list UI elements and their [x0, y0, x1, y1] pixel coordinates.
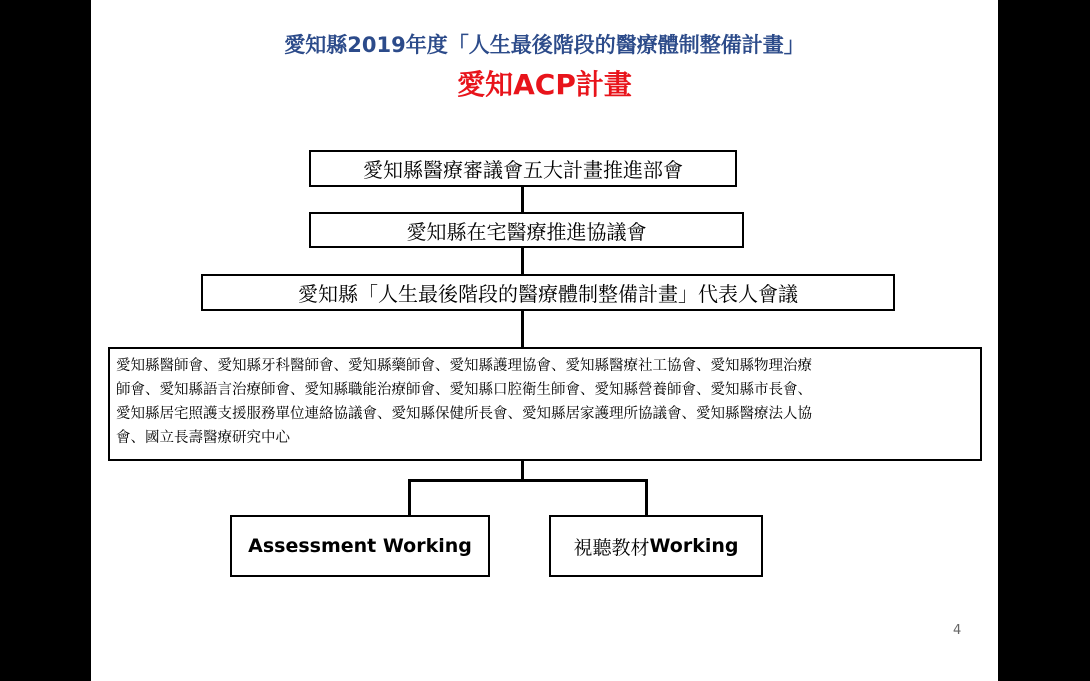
- member-list-line: 愛知縣醫師會、愛知縣牙科醫師會、愛知縣藥師會、愛知縣護理協會、愛知縣醫療社工協會、愛知縣物理治療: [116, 358, 812, 374]
- org-box-assessment-working-label: Assessment Working: [248, 535, 472, 557]
- org-box-member-organizations: [108, 347, 982, 461]
- member-list-line: 愛知縣居宅照護支援服務單位連絡協議會、愛知縣保健所長會、愛知縣居家護理所協議會、愛知縣醫療法人協: [116, 406, 812, 422]
- connector-branch-horizontal: [408, 479, 648, 482]
- page-number: 4: [953, 623, 962, 638]
- org-box-representatives-meeting-label: 愛知縣「人生最後階段的醫療體制整備計畫」代表人會議: [298, 282, 798, 306]
- org-box-representatives-meeting: [201, 274, 895, 311]
- slide-title: 愛知縣2019年度「人生最後階段的醫療體制整備計畫」: [284, 33, 805, 57]
- slide: [91, 0, 998, 681]
- member-list-line: 師會、愛知縣語言治療師會、愛知縣職能治療師會、愛知縣口腔衛生師會、愛知縣營養師會、愛知縣市長會、: [116, 382, 812, 398]
- connector-1-2: [521, 187, 524, 212]
- connector-4-stem: [521, 461, 524, 480]
- org-box-planning-committee: [309, 150, 737, 187]
- org-box-home-care-council: [309, 212, 744, 248]
- connector-branch-left: [408, 479, 411, 515]
- connector-3-4: [521, 311, 524, 347]
- org-box-home-care-council-label: 愛知縣在宅醫療推進協議會: [406, 219, 647, 244]
- org-box-visual-materials-suffix: Working: [649, 535, 739, 557]
- connector-branch-right: [645, 479, 648, 515]
- slide-subtitle: 愛知ACP計畫: [457, 68, 632, 101]
- org-box-assessment-working: [230, 515, 490, 577]
- org-box-visual-materials-prefix: 視聽教材: [573, 536, 650, 559]
- connector-2-3: [521, 248, 524, 274]
- org-box-visual-materials-working: [549, 515, 763, 577]
- member-list-line: 會、國立長壽醫療研究中心: [116, 430, 290, 446]
- org-box-planning-committee-label: 愛知縣醫療審議會五大計畫推進部會: [363, 158, 683, 182]
